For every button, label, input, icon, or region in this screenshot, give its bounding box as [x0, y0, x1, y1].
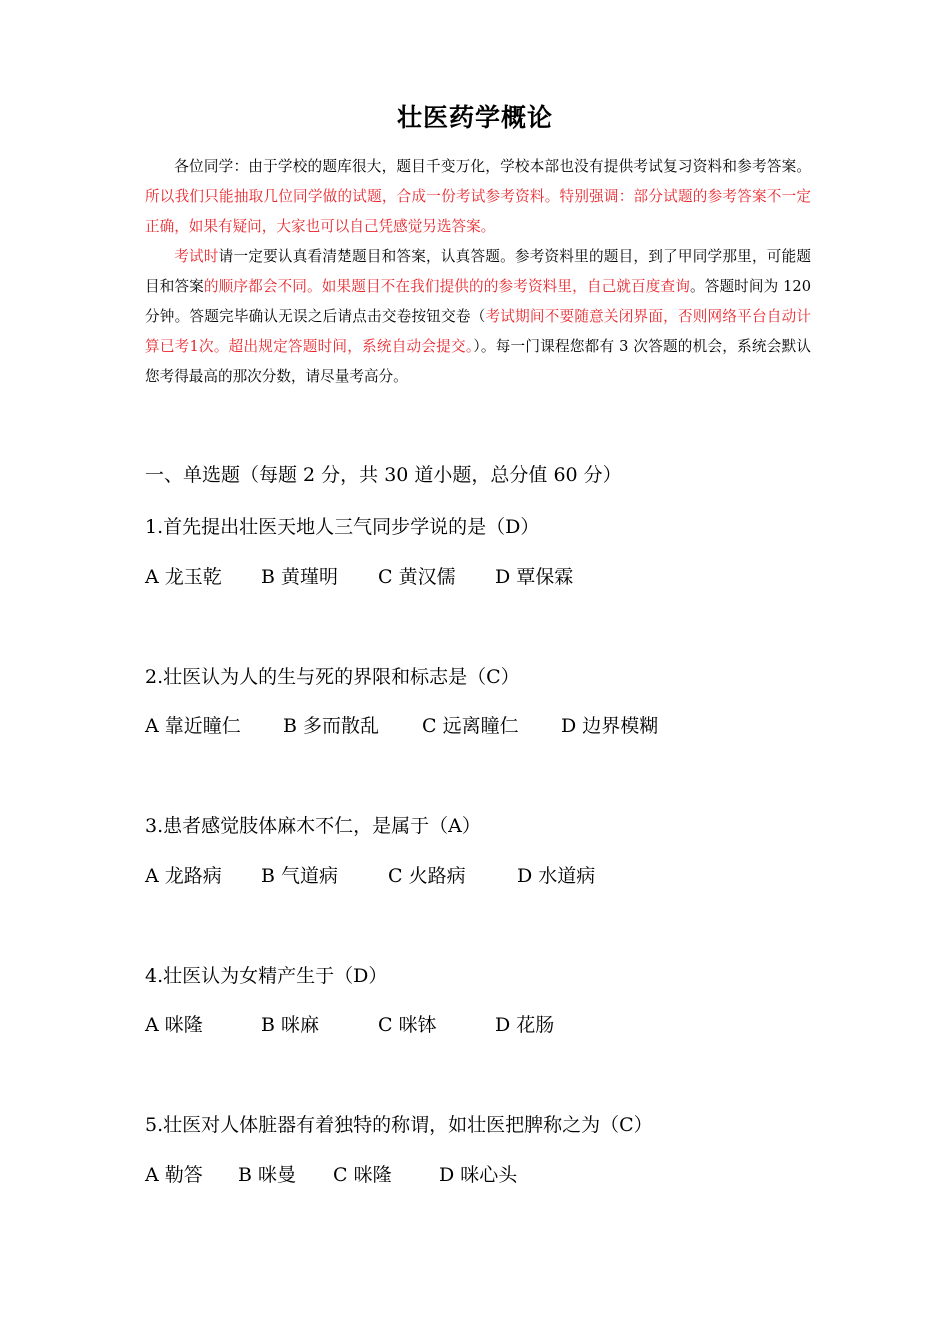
question-2: 2.壮医认为人的生与死的界限和标志是（C）: [145, 666, 520, 688]
question-1: 1.首先提出壮医天地人三气同步学说的是（D）: [145, 516, 540, 538]
question-4: 4.壮医认为女精产生于（D）: [145, 965, 388, 987]
option-a: A 咪隆: [145, 1014, 203, 1036]
option-c: C 黄汉儒: [378, 566, 456, 588]
intro-warning-text: 的顺序都会不同。如果题目不在我们提供的的参考资料里，自己就百度查询: [203, 278, 690, 295]
option-c: C 火路病: [388, 865, 466, 887]
intro-text: ）。每一门课程您都有 3 次答题的机会，系统会默认您考得最高的那次分数，请尽量考高分。: [145, 338, 811, 385]
option-a: A 龙路病: [145, 865, 222, 887]
option-b: B 黄瑾明: [261, 566, 339, 588]
option-b: B 多而散乱: [283, 715, 380, 737]
option-c: C 远离瞳仁: [422, 715, 519, 737]
intro-notice: [145, 152, 811, 392]
intro-text: 各位同学：由于学校的题库很大，题目千变万化，学校本部也没有提供考试复习资料和参考答案。: [174, 158, 811, 175]
option-d: D 边界模糊: [561, 715, 659, 737]
intro-paragraph-1: [145, 152, 811, 242]
option-b: B 气道病: [261, 865, 339, 887]
option-b: B 咪曼: [238, 1164, 297, 1186]
intro-warning-text: 考试期间不要随意关闭界面，否则网络平台自动计算已考1次。超出规定答题时间，系统自动会提交。: [145, 308, 811, 355]
option-a: A 勒答: [145, 1164, 203, 1186]
section-heading: 一、单选题（每题 2 分，共 30 道小题，总分值 60 分）: [145, 464, 622, 486]
option-d: D 花肠: [495, 1014, 555, 1036]
exam-time-label: 考试时: [174, 248, 219, 265]
option-d: D 咪心头: [439, 1164, 518, 1186]
intro-text: 。答题时间为 120 分钟。答题完毕确认无误之后请点击交卷按钮交卷（: [145, 278, 811, 325]
option-c: C 咪隆: [333, 1164, 392, 1186]
option-d: D 水道病: [517, 865, 596, 887]
intro-warning-text: 所以我们只能抽取几位同学做的试题，合成一份考试参考资料。特别强调：部分试题的参考答案不一定正确，如果有疑问，大家也可以自己凭感觉另选答案。: [145, 188, 811, 235]
intro-text: 请一定要认真看清楚题目和答案，认真答题。参考资料里的题目，到了甲同学那里，可能题目和答案: [145, 248, 811, 295]
document-title: 壮医药学概论: [396, 103, 553, 132]
intro-paragraph-2: [145, 242, 811, 392]
option-c: C 咪钵: [378, 1014, 437, 1036]
question-5: 5.壮医对人体脏器有着独特的称谓，如壮医把脾称之为（C）: [145, 1114, 653, 1136]
option-a: A 靠近瞳仁: [145, 715, 241, 737]
option-a: A 龙玉乾: [145, 566, 222, 588]
option-d: D 覃保霖: [495, 566, 574, 588]
question-3: 3.患者感觉肢体麻木不仁，是属于（A）: [145, 815, 481, 837]
option-b: B 咪麻: [261, 1014, 320, 1036]
